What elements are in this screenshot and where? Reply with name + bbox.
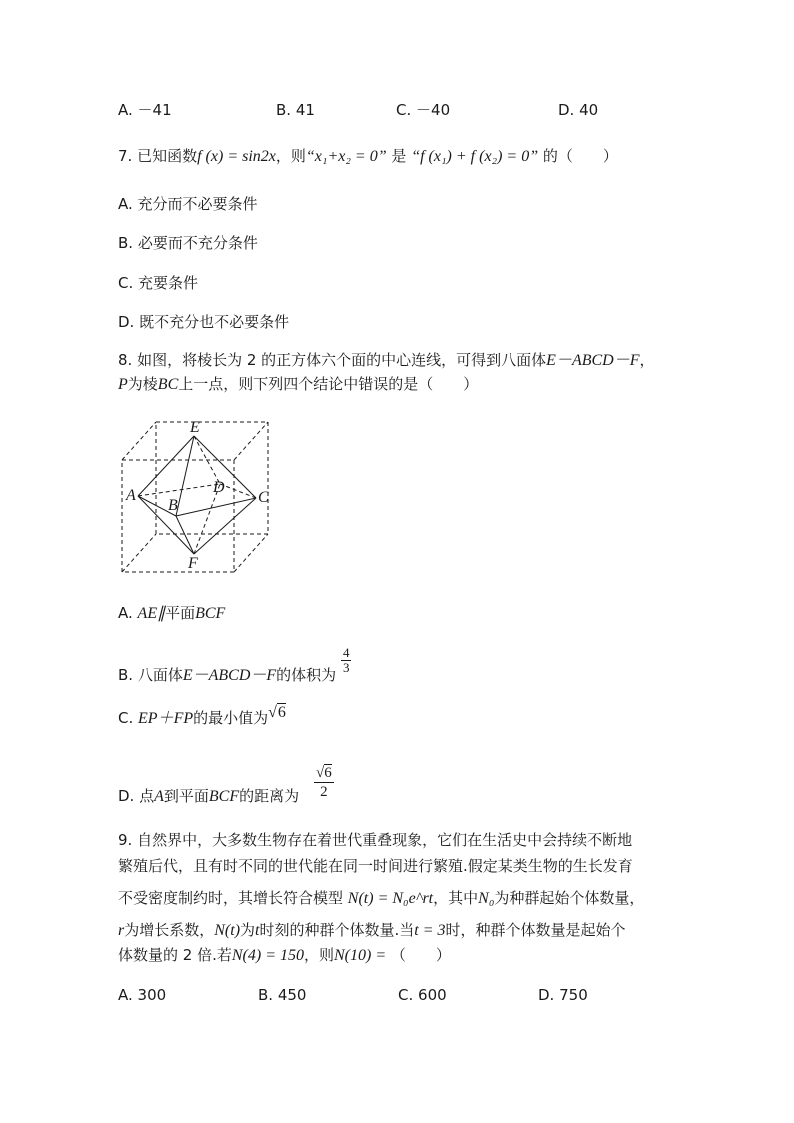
edge-cd <box>220 484 256 498</box>
growth-model: N(t) = N₀e^rt <box>347 890 434 907</box>
q8-stem-line1: 8. 如图，将棱长为 2 的正方体六个面的中心连线，可得到八面体E－ABCD－F， <box>118 351 655 369</box>
fraction-four-thirds: $\frac{4}{3}$ <box>342 645 350 675</box>
edge-ad <box>138 484 220 496</box>
q7-option-b: B. 必要而不充分条件 <box>118 234 258 252</box>
edge-bc <box>176 498 256 516</box>
cube-edge <box>234 422 268 460</box>
q8-stem-line2: P为棱BC上一点，则下列四个结论中错误的是（ ） <box>118 375 479 393</box>
fraction-sqrt6-over-2: $\frac{√6}{2}$ <box>316 765 332 800</box>
q9-line3: 不受密度制约时，其增长符合模型 N(t) = N₀e^rt，其中N₀为种群起始个体数量， <box>118 889 645 907</box>
q6-option-c: C. －40 <box>396 101 451 119</box>
q7-option-a: A. 充分而不必要条件 <box>118 195 258 213</box>
q6-option-d: D. 40 <box>558 101 599 119</box>
q7-stem: 7. 已知函数f (x) = sin2x，则“x₁+x₂ = 0” 是 “f (x₁) + f (x₂) = 0” 的（ ） <box>118 147 618 165</box>
edge-fc <box>194 498 256 554</box>
cube-edge <box>122 534 156 572</box>
q8-option-a: A. AE∥平面BCF <box>118 604 226 622</box>
cube-edge <box>122 422 156 460</box>
edge-ea <box>138 436 194 496</box>
edge-eb <box>176 436 194 516</box>
cube-edge <box>234 534 268 572</box>
q9-option-c: C. 600 <box>398 986 447 1004</box>
q9-line1: 9. 自然界中，大多数生物存在着世代重叠现象，它们在生活史中会持续不断地 <box>118 831 633 849</box>
q9-option-a: A. 300 <box>118 986 167 1004</box>
q6-option-a: A. －41 <box>118 101 172 119</box>
label-a: A <box>126 487 136 504</box>
q9-option-d: D. 750 <box>538 986 588 1004</box>
label-c: C <box>258 489 269 506</box>
edge-fb <box>176 516 194 554</box>
q9-line4: r为增长系数，N(t)为t时刻的种群个体数量.当t = 3时，种群个体数量是起始个 <box>118 921 626 939</box>
q9-line5: 体数量的 2 倍.若N(4) = 150，则N(10) = （ ） <box>118 946 451 964</box>
octahedron-figure <box>118 418 276 578</box>
q7-option-d: D. 既不充分也不必要条件 <box>118 313 290 331</box>
q9-option-b: B. 450 <box>258 986 307 1004</box>
q7-option-c: C. 充要条件 <box>118 274 199 292</box>
edge-ec <box>194 436 256 498</box>
label-e: E <box>190 419 200 436</box>
q8-option-c: C. EP＋FP的最小值为√6 <box>118 704 286 727</box>
label-f: F <box>188 555 198 572</box>
label-b: B <box>168 497 178 514</box>
cube-back-face <box>156 422 268 534</box>
sqrt-six: √6 <box>268 704 286 721</box>
label-d: D <box>213 479 225 496</box>
q8-option-b: B. 八面体E－ABCD－F的体积为 $\frac{4}{3}$ <box>118 645 350 684</box>
q6-option-b: B. 41 <box>276 101 315 119</box>
q9-line2: 繁殖后代，且有时不同的世代能在同一时间进行繁殖.假定某类生物的生长发育 <box>118 857 633 875</box>
